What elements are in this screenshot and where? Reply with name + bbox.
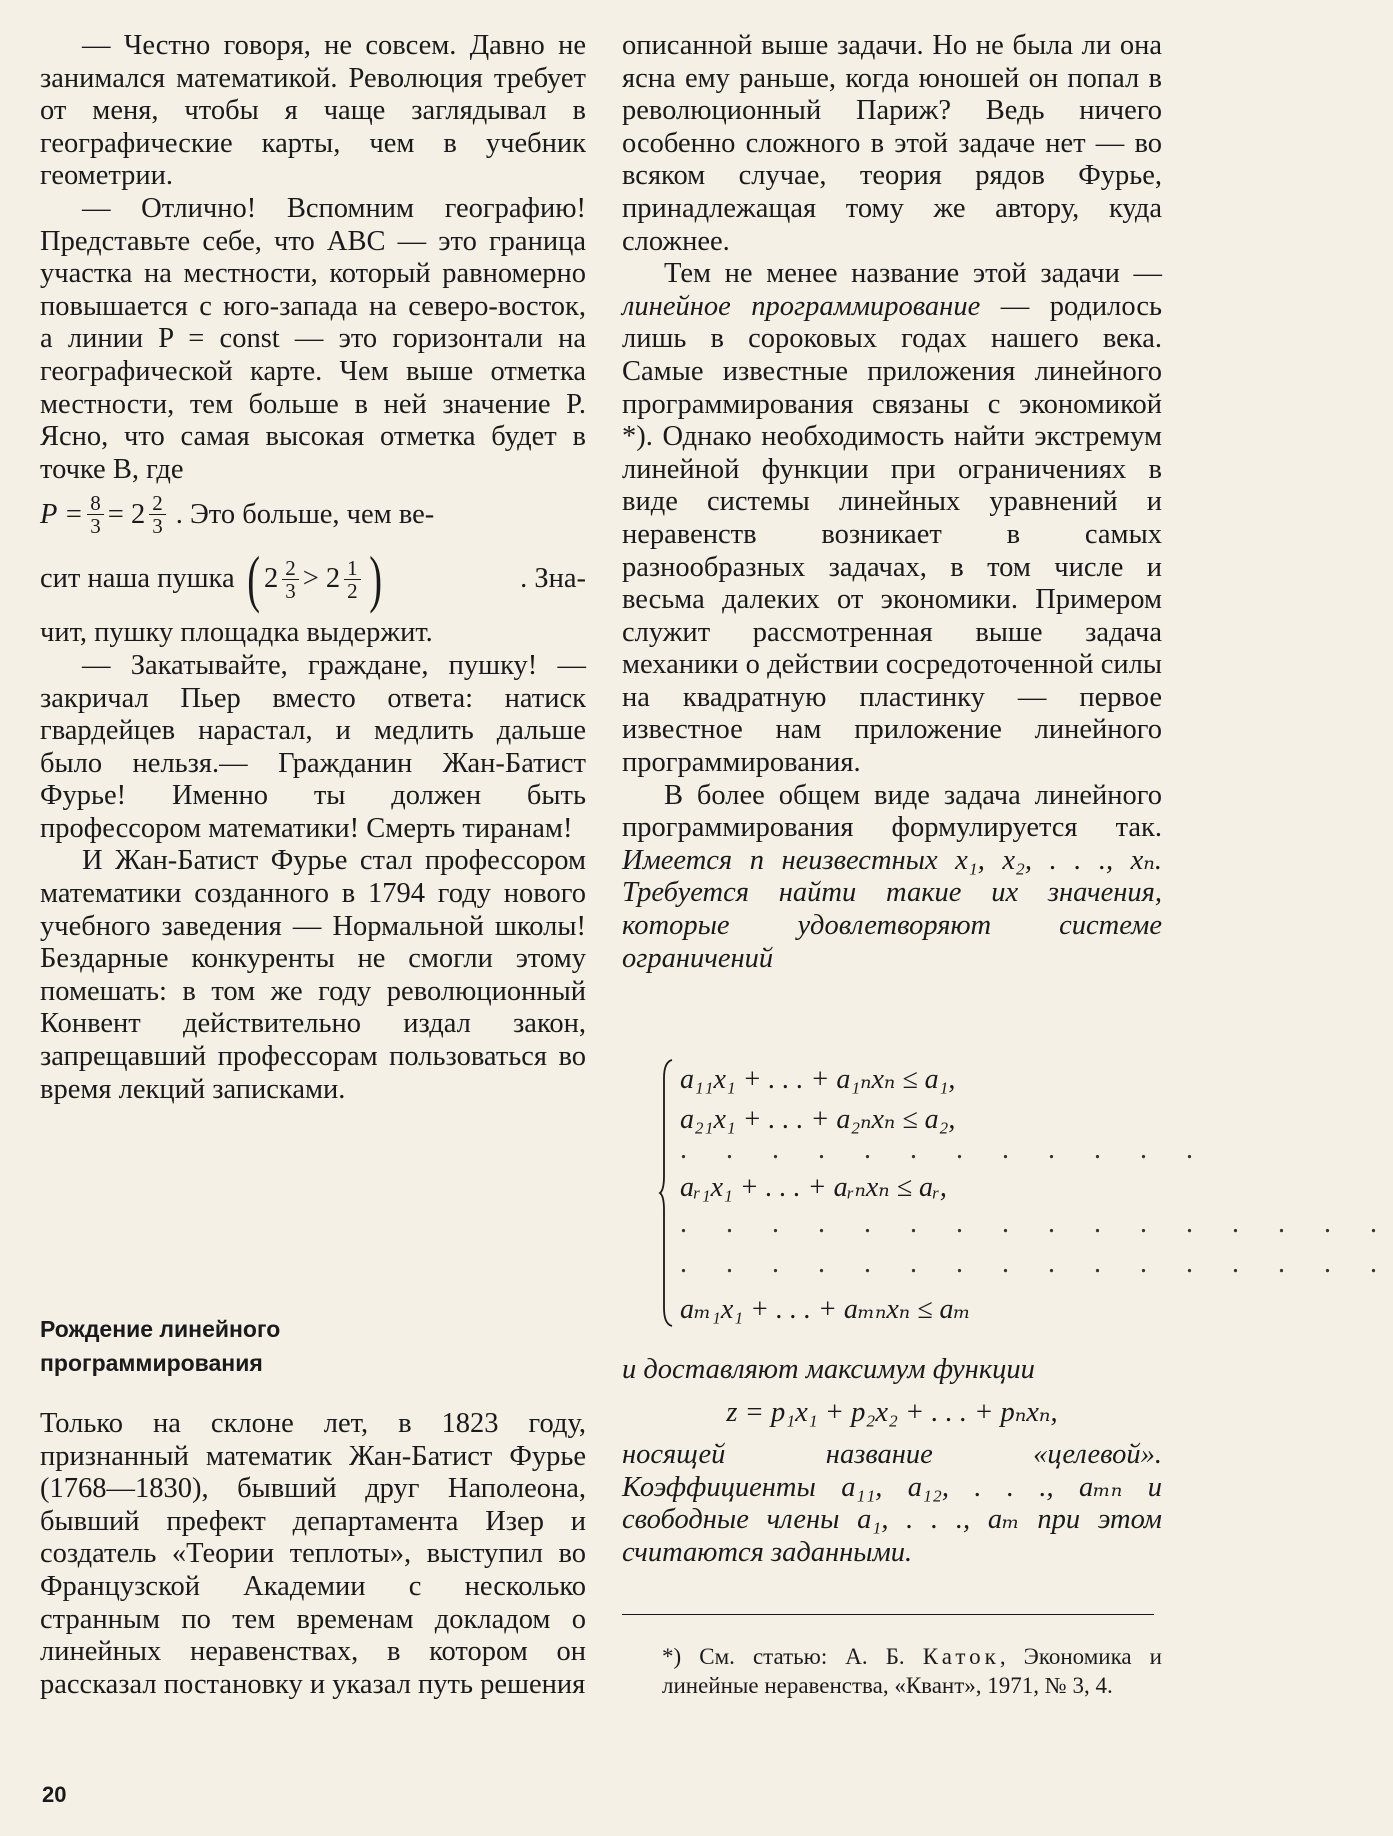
ellipsis-row-long-2: . . . . . . . . . . . . . . . . xyxy=(680,1248,1393,1279)
fraction-equation-line xyxy=(40,492,586,537)
paragraph-right-1: описанной выше задачи. Но не была ли она ясна ему раньше, когда юношей он попал в революционный Париж? Ведь ничего особенно сложного в этой задаче нет — во всяком случае, теория рядов Фурье, принадлежащая тому же автору, куда сложнее. xyxy=(622,30,1162,257)
paragraph-right-3 xyxy=(622,780,1162,976)
ellipsis-row-long-1: . . . . . . . . . . . . . . . . xyxy=(680,1208,1393,1239)
fraction-numerator: 8 xyxy=(87,492,104,515)
paragraph-narrative: И Жан-Батист Фурье стал профессором математики созданного в 1794 году нового учебного заведения — Нормальной школы! Бездарные конкуренты не смогли этому помешать: в том же году революционный Конвент действительно издал закон, запрещавший профессорам пользоваться во время лекций записками. xyxy=(40,845,586,1105)
objective-intro: и доставляют максимум функции xyxy=(622,1354,1035,1385)
section-body: Только на склоне лет, в 1823 году, признанный математик Жан-Батист Фурье (1768—1830), бывший друг Наполеона, бывший префект департамента Изер и создатель «Теории теплоты», выступил во Французской Академии с несколько странным по тем временам докладом о линейных неравенствах, в котором он рассказал постановку и указал путь решения xyxy=(40,1408,586,1700)
text-span: Тем не менее название этой задачи — xyxy=(664,258,1162,290)
inequality-row-2: a₂₁x₁ + . . . + a₂ₙxₙ ≤ a₂, xyxy=(680,1104,956,1135)
paragraph-dialogue-3: — Закатывайте, граждане, пушку! — закричал Пьер вместо ответа: натиск гвардейцев нарастал, и медлить дальше было нельзя.— Гражданин Жан-Батист Фурье! Именно ты должен быть профессором математики! Смерть тиранам! xyxy=(40,649,586,844)
fraction-denominator: 3 xyxy=(90,514,101,539)
fraction-numerator: 1 xyxy=(344,557,361,580)
comparison-line xyxy=(40,543,586,615)
left-brace xyxy=(660,1058,674,1328)
left-column xyxy=(40,30,586,1106)
equation-prefix: P = xyxy=(40,498,84,530)
italic-statement: Имеется n неизвестных x₁, x₂, . . ., xₙ. Требуется найти такие их значения, которые удовлетворяют системе ограничений xyxy=(622,844,1162,974)
ellipsis-row-short: . . . . . . . . . . . . xyxy=(680,1134,1209,1165)
fraction-denominator: 3 xyxy=(285,578,296,603)
fraction-compare-right xyxy=(344,557,361,602)
fraction-numerator: 2 xyxy=(282,557,299,580)
right-paren: ) xyxy=(368,543,382,615)
right-column xyxy=(622,30,1162,975)
objective-section xyxy=(622,1354,1162,1570)
text-span: — родилось лишь в сороковых годах нашего века. Самые известные приложения линейного программирования связаны с экономикой *). Однако необходимость найти экстремум линейной функции при ограничениях в виде системы линейных уравнений и неравенств возникает в самых разнообразных задачах, в том числе и весьма далеких от экономики. Примером служит рассмотренная выше задача механики о действии сосредоточенной силы на квадратную пластинку — первое известное нам приложение линейного программирования. xyxy=(622,290,1163,779)
inequality-row-1: a₁₁x₁ + . . . + a₁ₙxₙ ≤ a₁, xyxy=(680,1064,956,1095)
paragraph-dialogue-1: — Честно говоря, не совсем. Давно не занимался математикой. Революция требует от меня, чтобы я чаще заглядывал в географические карты, чем в учебник геометрии. xyxy=(40,30,586,192)
inequality-row-r: aᵣ₁x₁ + . . . + aᵣₙxₙ ≤ aᵣ, xyxy=(680,1172,947,1203)
paragraph-right-2 xyxy=(622,258,1162,780)
equation-equals: = 2 xyxy=(107,498,146,530)
objective-explanation: носящей название «целевой». Коэффициенты a₁₁, a₁₂, . . ., aₘₙ и свободные члены a₁, . . ., aₘ при этом считаются заданными. xyxy=(622,1439,1162,1568)
paragraph-dialogue-2: — Отлично! Вспомним географию! Представьте себе, что ABC — это граница участка на местности, который равномерно повышается с юго-запада на северо-восток, а линии P = const — это горизонтали на географической карте. Чем выше отметка местности, тем больше в ней значение P. Ясно, что самая высокая отметка будет в точке B, где xyxy=(40,192,586,485)
italic-term: линейное программирование xyxy=(622,290,981,322)
section-heading-line1: Рождение линейного xyxy=(40,1316,281,1342)
section-heading-line2: программирования xyxy=(40,1350,263,1376)
comparison-prefix: сит наша пушка xyxy=(40,563,235,595)
fraction-numerator: 2 xyxy=(149,492,166,515)
fraction-denominator: 2 xyxy=(347,578,358,603)
comparison-suffix: . Зна- xyxy=(520,563,586,595)
text-span: В более общем виде задача линейного программирования формулируется так. xyxy=(622,779,1162,844)
fraction-denominator: 3 xyxy=(152,514,163,539)
left-paren: ( xyxy=(246,543,260,615)
footnote-rest: , Экономика и линейные неравенства, «Квант», 1971, № 3, 4. xyxy=(662,1644,1162,1698)
footnote-divider xyxy=(622,1614,1154,1615)
fraction-2-3 xyxy=(149,492,166,537)
fraction-compare-left xyxy=(282,557,299,602)
paragraph-conclusion: чит, пушку площадка выдержит. xyxy=(40,617,433,649)
footnote-prefix: *) См. статью: А. Б. xyxy=(662,1644,923,1669)
footnote-author: Каток xyxy=(922,1644,1000,1669)
compare-sign: > 2 xyxy=(302,563,341,595)
footnote-text xyxy=(622,1642,1162,1700)
section-heading xyxy=(40,1312,460,1380)
inequality-row-m: aₘ₁x₁ + . . . + aₘₙxₙ ≤ aₘ xyxy=(680,1294,971,1325)
compare-left-int: 2 xyxy=(263,563,279,595)
fraction-8-3 xyxy=(87,492,104,537)
footnote xyxy=(622,1642,1162,1700)
equation-suffix: . Это больше, чем ве- xyxy=(175,498,435,530)
objective-function: z = p₁x₁ + p₂x₂ + . . . + pₙxₙ, xyxy=(726,1396,1058,1428)
page-number: 20 xyxy=(42,1782,67,1807)
